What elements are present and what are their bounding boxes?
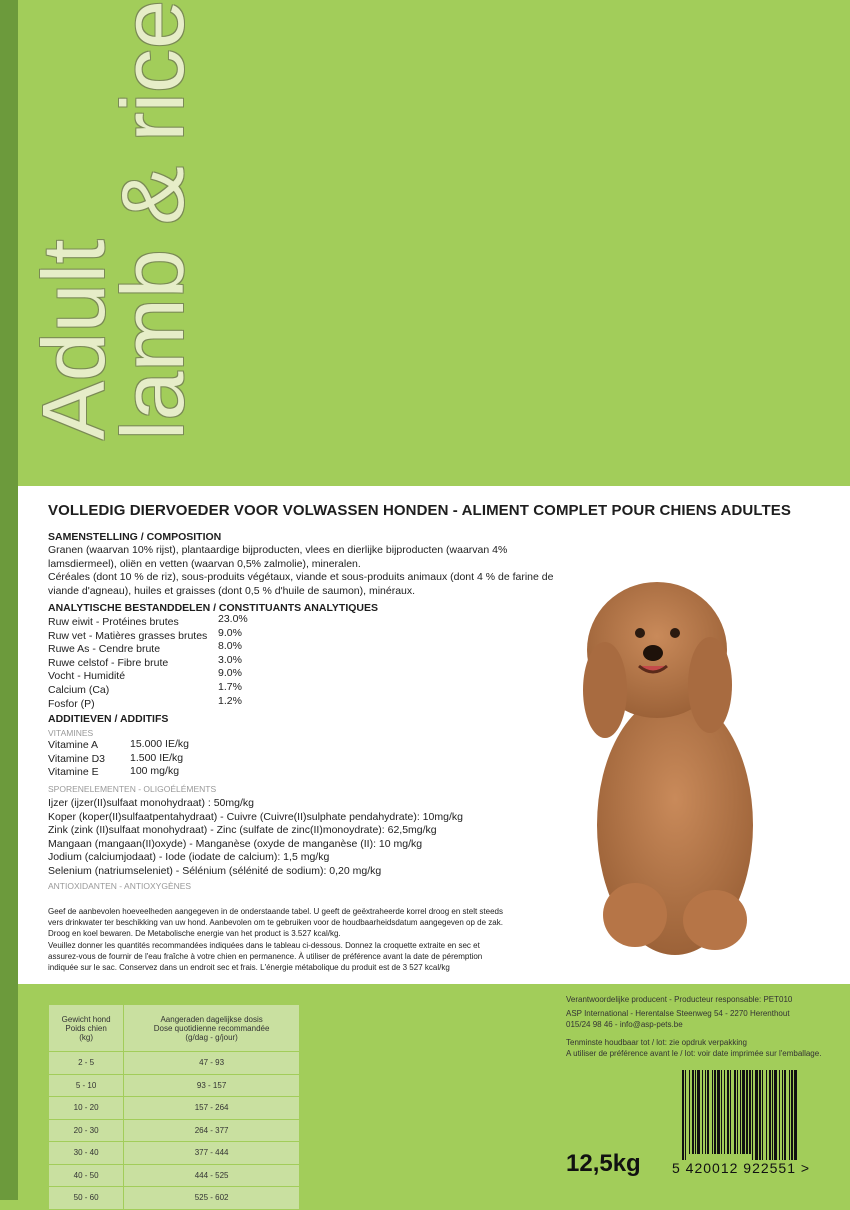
vitamin-label: Vitamine D3 bbox=[48, 752, 106, 765]
barcode-bar bbox=[682, 1070, 684, 1160]
table-row: 40 - 50 444 - 525 bbox=[49, 1164, 300, 1187]
analytical-value: 1.7% bbox=[218, 681, 242, 693]
feeding-table-header bbox=[49, 1005, 300, 1052]
analytical-label: Ruwe celstof - Fibre brute bbox=[48, 656, 169, 669]
analytical-heading: ANALYTISCHE BESTANDDELEN / CONSTITUANTS ANALYTIQUES bbox=[48, 602, 378, 614]
barcode-bar bbox=[774, 1070, 777, 1160]
barcode-bar bbox=[769, 1070, 771, 1160]
barcode-bar bbox=[740, 1070, 741, 1154]
analytical-row bbox=[48, 640, 242, 656]
barcode-bar bbox=[697, 1070, 700, 1154]
barcode-bar bbox=[766, 1070, 767, 1160]
barcode-bar bbox=[707, 1070, 709, 1154]
analytical-row bbox=[48, 667, 242, 683]
product-headline: VOLLEDIG DIERVOEDER VOOR VOLWASSEN HONDEN - ALIMENT COMPLET POUR CHIENS ADULTES bbox=[48, 502, 791, 519]
barcode bbox=[680, 1070, 802, 1174]
barcode-bar bbox=[789, 1070, 790, 1160]
barcode-bar bbox=[689, 1070, 690, 1154]
barcode-bar bbox=[737, 1070, 738, 1154]
barcode-number: 5 420012 922551 > bbox=[672, 1160, 811, 1176]
composition-fr: Céréales (dont 10 % de riz), sous-produits végétaux, viande et sous-produits animaux (dont 4 % de farine de viande d'agneau), huiles et graisses (dont 0,5 % d'huile de saumon), minéraux. bbox=[48, 571, 554, 597]
producer-responsible: Verantwoordelijke producent - Producteur responsable: PET010 bbox=[566, 995, 793, 1004]
barcode-bar bbox=[685, 1070, 686, 1160]
side-stripe bbox=[0, 0, 18, 1200]
table-row: 20 - 30 264 - 377 bbox=[49, 1119, 300, 1142]
barcode-bar bbox=[794, 1070, 797, 1160]
trace-element-row: Selenium (natriumseleniet) - Sélénium (sélénité de sodium): 0,20 mg/kg bbox=[48, 865, 382, 877]
trace-element-row: Jodium (calciumjodaat) - Iode (iodate de calcium): 1,5 mg/kg bbox=[48, 851, 330, 864]
barcode-bar bbox=[749, 1070, 751, 1154]
vitamin-value: 100 mg/kg bbox=[130, 765, 180, 778]
analytical-value: 8.0% bbox=[218, 640, 242, 653]
vitamin-row bbox=[48, 738, 189, 751]
best-before-fr: A utiliser de préférence avant le / lot: voir date imprimée sur l'emballage. bbox=[566, 1049, 822, 1058]
producer-address: ASP International - Herentalse Steenweg 54 - 2270 Herenthout bbox=[566, 1009, 790, 1018]
barcode-bar bbox=[782, 1070, 783, 1160]
barcode-bar bbox=[762, 1070, 763, 1160]
barcode-bar bbox=[730, 1070, 731, 1154]
net-weight: 12,5kg bbox=[566, 1150, 641, 1177]
table-row: 30 - 40 377 - 444 bbox=[49, 1142, 300, 1165]
barcode-bar bbox=[705, 1070, 706, 1154]
dog-image bbox=[575, 570, 775, 960]
trace-element-row: Koper (koper(II)sulfaatpentahydraat) - Cuivre (Cuivre(II)sulphate pendahydrate): 10mg/kg bbox=[48, 810, 463, 823]
analytical-value: 23.0% bbox=[218, 613, 248, 625]
barcode-bar bbox=[695, 1070, 696, 1154]
barcode-bar bbox=[791, 1070, 793, 1160]
barcode-bar bbox=[742, 1070, 745, 1154]
barcode-bar bbox=[724, 1070, 725, 1154]
analytical-label: Ruw vet - Matières grasses brutes bbox=[48, 629, 208, 642]
barcode-bar bbox=[759, 1070, 761, 1160]
barcode-bar bbox=[702, 1070, 703, 1154]
barcode-bar bbox=[727, 1070, 729, 1154]
vitamin-label: Vitamine E bbox=[48, 766, 99, 779]
barcode-bars bbox=[680, 1070, 802, 1160]
vitamin-row bbox=[48, 751, 184, 765]
barcode-bar bbox=[752, 1070, 753, 1160]
barcode-bar bbox=[746, 1070, 748, 1154]
barcode-bar bbox=[784, 1070, 786, 1160]
analytical-row bbox=[48, 653, 242, 669]
antioxidants-label: ANTIOXIDANTEN - ANTIOXYGÈNES bbox=[48, 881, 192, 891]
feeding-text-fr: Veuillez donner les quantités recommandées indiquées dans le tableau ci-dessous. Donnez la croquette extraite en sec et assurez-vous de fournir de l'eau fraîche à votre chien en permanence. À utiliser de préférence avant la date de péremption indiquée sur le sac. Conservez dans un endroit sec et frais. L'énergie métabolique du produit est de 3 527 kcal/kg bbox=[48, 941, 483, 972]
analytical-row bbox=[48, 626, 242, 642]
additives-heading: ADDITIEVEN / ADDITIFS bbox=[48, 713, 169, 725]
vitamin-label: Vitamine A bbox=[48, 739, 99, 751]
table-row: 50 - 60 525 - 602 bbox=[49, 1187, 300, 1210]
analytical-label: Vocht - Humidité bbox=[48, 670, 126, 683]
trace-element-row: Mangaan (mangaan(II)oxyde) - Manganèse (oxyde de manganèse (II): 10 mg/kg bbox=[48, 837, 423, 850]
table-row: 5 - 10 93 - 157 bbox=[49, 1074, 300, 1097]
analytical-label: Calcium (Ca) bbox=[48, 684, 110, 696]
header-weight: Gewicht hond Poids chien (kg) bbox=[49, 1005, 124, 1052]
analytical-value: 3.0% bbox=[218, 653, 242, 666]
table-row: 2 - 5 47 - 93 bbox=[49, 1052, 300, 1075]
barcode-bar bbox=[717, 1070, 720, 1154]
table-row: 10 - 20 157 - 264 bbox=[49, 1097, 300, 1120]
analytical-label: Ruw eiwit - Protéines brutes bbox=[48, 616, 179, 628]
composition-nl: Granen (waarvan 10% rijst), plantaardige bijproducten, vlees en dierlijke bijproducten (waarvan 4% lamsdiermeel), oliën en vetten (waarvan 0,5% zalmolie), mineralen. bbox=[48, 544, 508, 570]
analytical-value: 9.0% bbox=[218, 626, 242, 639]
title-line-1: Adult bbox=[24, 239, 123, 440]
analytical-row bbox=[48, 694, 242, 710]
producer-contact: 015/24 98 46 - info@asp-pets.be bbox=[566, 1020, 683, 1029]
analytical-label: Ruwe As - Cendre brute bbox=[48, 643, 161, 656]
header-dose: Aangeraden dagelijkse dosis Dose quotidienne recommandée (g/dag - g/jour) bbox=[124, 1005, 300, 1052]
trace-element-row: Ijzer (ijzer(II)sulfaat monohydraat) : 50mg/kg bbox=[48, 797, 254, 809]
trace-label: SPORENELEMENTEN - OLIGOÉLÉMENTS bbox=[48, 784, 217, 794]
analytical-row bbox=[48, 613, 248, 628]
barcode-bar bbox=[779, 1070, 780, 1160]
analytical-row bbox=[48, 681, 242, 696]
barcode-bar bbox=[692, 1070, 694, 1154]
analytical-value: 1.2% bbox=[218, 694, 242, 707]
barcode-bar bbox=[721, 1070, 722, 1154]
product-title bbox=[24, 0, 203, 440]
barcode-bar bbox=[734, 1070, 736, 1154]
vitamin-value: 1.500 IE/kg bbox=[130, 751, 184, 764]
barcode-bar bbox=[712, 1070, 713, 1154]
trace-element-row: Zink (zink (II)sulfaat monohydraat) - Zinc (sulfate de zinc(II)monoydrate): 62,5mg/kg bbox=[48, 824, 437, 837]
analytical-value: 9.0% bbox=[218, 667, 242, 680]
feeding-text-nl: Geef de aanbevolen hoeveelheden aangegeven in de onderstaande tabel. U geeft de geëxtraheerde korrel droog en stelt steeds vers drinkwater ter beschikking van uw hond. Aanbevolen om te gebruiken voor de houdbaarheidsdatum aangegeven op de zak. Droog en koel bewaren. De Metabolische energie van het product is 3.527 kcal/kg. bbox=[48, 907, 504, 938]
title-line-2: lamb & rice bbox=[103, 0, 203, 440]
barcode-bar bbox=[772, 1070, 773, 1160]
barcode-bar bbox=[755, 1070, 758, 1160]
barcode-bar bbox=[714, 1070, 716, 1154]
vitamin-row bbox=[48, 765, 180, 779]
feeding-table bbox=[48, 1004, 300, 1210]
vitamins-label: VITAMINES bbox=[48, 728, 94, 738]
analytical-label: Fosfor (P) bbox=[48, 697, 95, 710]
best-before-nl: Tenminste houdbaar tot / lot: zie opdruk verpakking bbox=[566, 1038, 747, 1047]
composition-heading: SAMENSTELLING / COMPOSITION bbox=[48, 531, 222, 543]
vitamin-value: 15.000 IE/kg bbox=[130, 738, 189, 750]
